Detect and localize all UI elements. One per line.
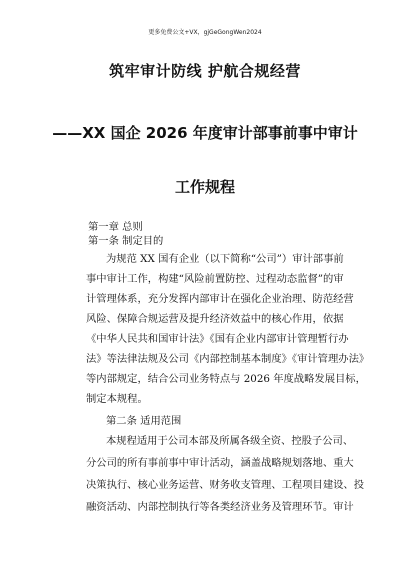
document-title: 筑牢审计防线 护航合规经营 xyxy=(109,62,301,80)
document-subtitle-line2: 工作规程 xyxy=(174,178,235,196)
paragraph-line: 事中审计工作，构建“风险前置防控、过程动态监督”的审 xyxy=(86,273,344,285)
paragraph-line: 《中华人民共和国审计法》《国有企业内部审计管理暂行办 xyxy=(86,333,349,345)
paragraph-line: 为规范 XX 国有企业（以下简称“公司”）审计部事前 xyxy=(106,253,344,265)
paragraph-line: 分公司的所有事前事中审计活动，涵盖战略规划落地、重大 xyxy=(86,457,354,469)
paragraph-line: 本规程适用于公司本部及所属各级全资、控股子公司、 xyxy=(106,435,354,447)
chapter-heading: 第一章 总则 xyxy=(88,221,143,233)
article-1-heading: 第一条 制定目的 xyxy=(88,235,164,247)
document-subtitle: ——XX 国企 2026 年度审计部事前事中审计 xyxy=(52,124,358,142)
paragraph-line: 融资活动、内部控制执行等各类经济业务及管理环节。审计 xyxy=(86,501,354,513)
header-note: 更多免费公文+VX，gjGeGongWen2024 xyxy=(148,29,262,36)
paragraph-line: 决策执行、核心业务运营、财务收支管理、工程项目建设、投 xyxy=(86,479,365,491)
paragraph-line: 计管理体系，充分发挥内部审计在强化企业治理、防范经营 xyxy=(86,293,354,305)
article-2-heading: 第二条 适用范围 xyxy=(106,415,182,427)
paragraph-line: 等内部规定，结合公司业务特点与 2026 年度战略发展目标， xyxy=(86,373,366,385)
paragraph-line: 风险、保障合规运营及提升经济效益中的核心作用，依据 xyxy=(86,313,344,325)
paragraph-line: 法》等法律法规及公司《内部控制基本制度》《审计管理办法》 xyxy=(86,353,370,365)
paragraph-line: 制定本规程。 xyxy=(86,393,148,405)
